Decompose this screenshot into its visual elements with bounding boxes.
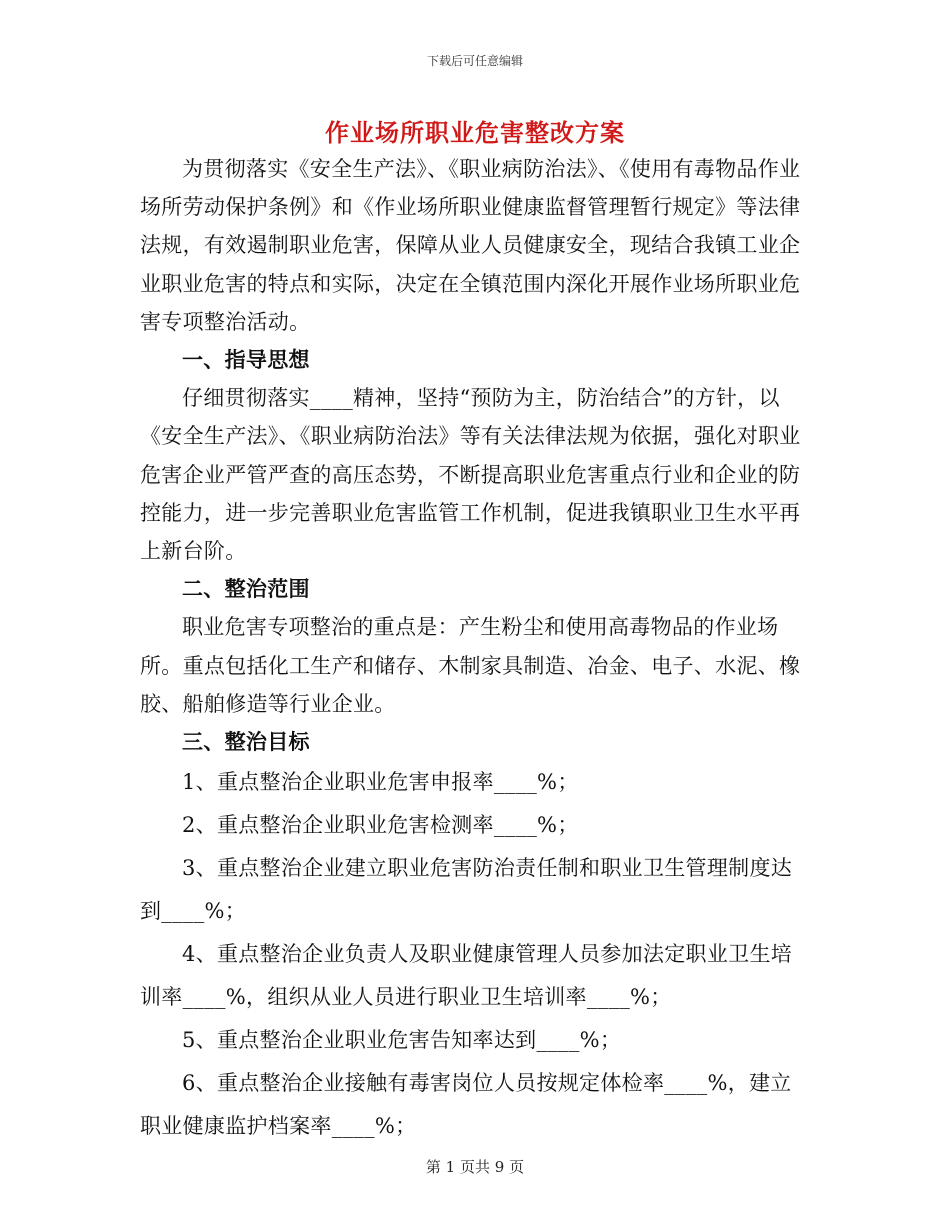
- section-heading-guiding-ideology: 一、指导思想: [182, 348, 310, 373]
- goal-item-3: 3、重点整治企业建立职业危害防治责任制和职业卫生管理制度达到____%；: [140, 856, 793, 924]
- goal-item-5: 5、重点整治企业职业危害告知率达到____%；: [182, 1028, 622, 1053]
- page-footer: 第 1 页共 9 页: [425, 1158, 525, 1176]
- document-body: [140, 150, 808, 1148]
- goal-item-6: 6、重点整治企业接触有毒害岗位人员按规定体检率____%，建立职业健康监护档案率____%；: [140, 1071, 792, 1139]
- page-header: 下载后可任意编辑: [426, 54, 523, 68]
- section-heading-goals: 三、整治目标: [182, 730, 310, 755]
- section-heading-scope: 二、整治范围: [182, 577, 310, 602]
- intro-paragraph: 为贯彻落实《安全生产法》、《职业病防治法》、《使用有毒物品作业场所劳动保护条例》和《作业场所职业健康监督管理暂行规定》等法律法规，有效遏制职业危害，保障从业人员健康安全，现结合我镇工业企业职业危害的特点和实际，决定在全镇范围内深化开展作业场所职业危害专项整治活动。: [140, 157, 801, 334]
- scope-paragraph: 职业危害专项整治的重点是：产生粉尘和使用高毒物品的作业场所。重点包括化工生产和储存、木制家具制造、冶金、电子、水泥、橡胶、船舶修造等行业企业。: [140, 615, 801, 716]
- document-title: 作业场所职业危害整改方案: [325, 118, 625, 147]
- goal-item-4: 4、重点整治企业负责人及职业健康管理人员参加法定职业卫生培训率____%，组织从业人员进行职业卫生培训率____%；: [140, 942, 793, 1010]
- goal-item-2: 2、重点整治企业职业危害检测率____%；: [182, 813, 579, 838]
- goal-item-1: 1、重点整治企业职业危害申报率____%；: [182, 770, 579, 795]
- guiding-ideology-paragraph: 仔细贯彻落实____精神，坚持“预防为主，防治结合”的方针，以《安全生产法》、《职业病防治法》等有关法律法规为依据，强化对职业危害企业严管严查的高压态势，不断提高职业危害重点行业和企业的防控能力，进一步完善职业危害监管工作机制，促进我镇职业卫生水平再上新台阶。: [140, 386, 801, 564]
